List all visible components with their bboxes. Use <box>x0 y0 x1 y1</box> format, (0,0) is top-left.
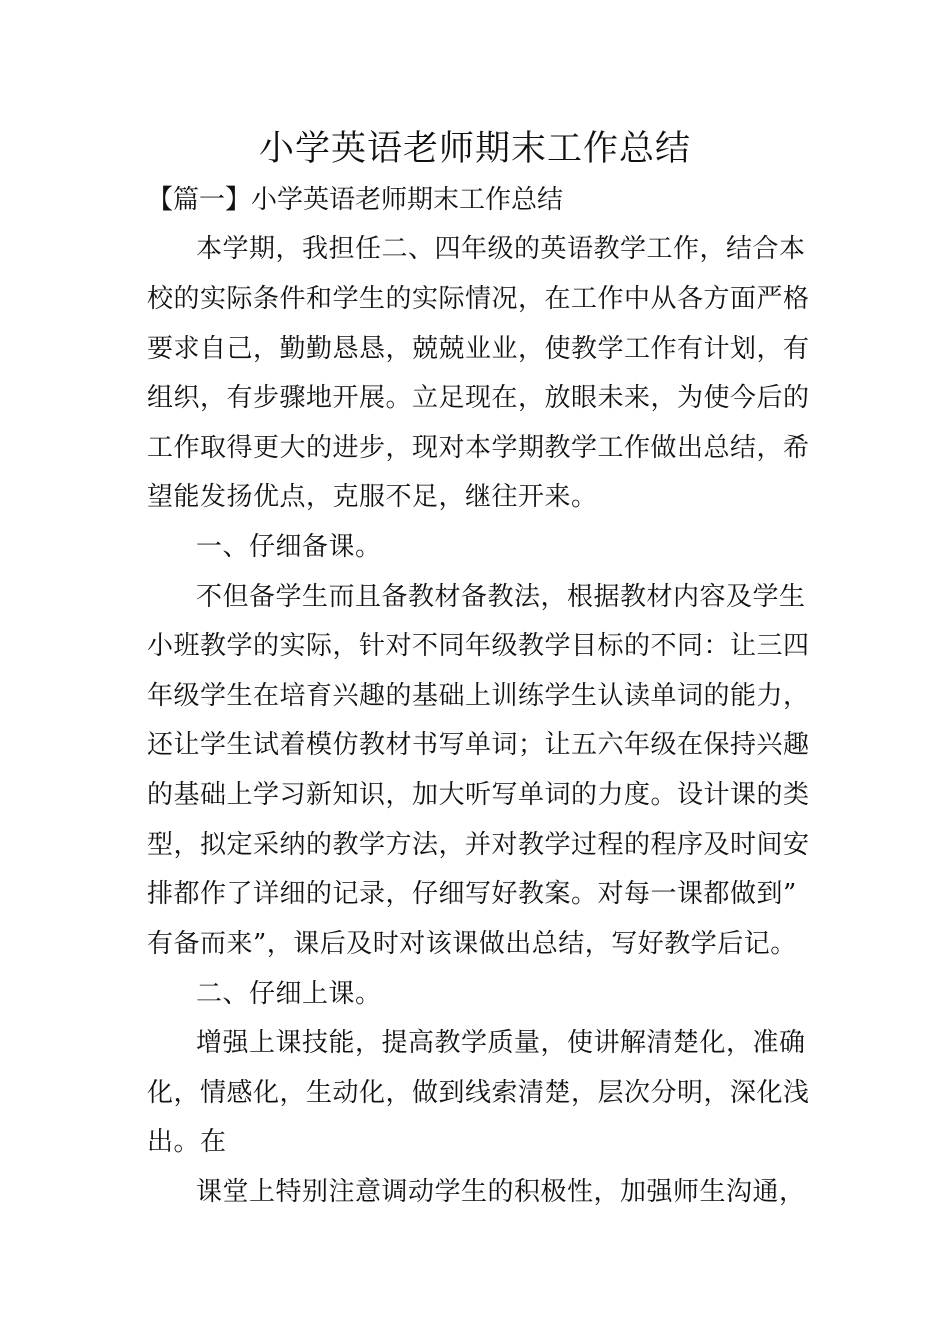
paragraph-line: 课堂上特别注意调动学生的积极性，加强师生沟通， <box>196 1177 806 1207</box>
paragraph-line: 校的实际条件和学生的实际情况，在工作中从各方面严格 <box>147 284 810 314</box>
paragraph-line: 的基础上学习新知识，加大听写单词的力度。设计课的类 <box>147 780 810 810</box>
paragraph-line: 化，情感化，生动化，做到线索清楚，层次分明，深化浅 <box>147 1078 810 1108</box>
paragraph-line: 增强上课技能，提高教学质量，使讲解清楚化，准确 <box>196 1028 806 1058</box>
paragraph-line: 排都作了详细的记录，仔细写好教案。对每一课都做到” <box>147 879 797 909</box>
document-subtitle: 【篇一】小学英语老师期末工作总结 <box>147 185 564 215</box>
paragraph-line: 组织，有步骤地开展。立足现在，放眼未来，为使今后的 <box>147 383 810 413</box>
paragraph-line: 望能发扬优点，克服不足，继往开来。 <box>147 482 598 512</box>
section-heading: 一、仔细备课。 <box>196 532 382 562</box>
paragraph-line: 出。在 <box>147 1127 227 1157</box>
document-title: 小学英语老师期末工作总结 <box>258 129 691 169</box>
section-heading: 二、仔细上课。 <box>196 979 382 1009</box>
paragraph-line: 小班教学的实际，针对不同年级教学目标的不同：让三四 <box>147 631 810 661</box>
paragraph-line: 要求自己，勤勤恳恳，兢兢业业，使教学工作有计划，有 <box>147 334 810 364</box>
paragraph-line: 本学期，我担任二、四年级的英语教学工作，结合本 <box>196 234 806 264</box>
paragraph-line: 工作取得更大的进步，现对本学期教学工作做出总结，希 <box>147 433 810 463</box>
paragraph-line: 型，拟定采纳的教学方法，并对教学过程的程序及时间安 <box>147 830 810 860</box>
paragraph-line: 不但备学生而且备教材备教法，根据教材内容及学生 <box>196 582 806 612</box>
paragraph-line: 年级学生在培育兴趣的基础上训练学生认读单词的能力， <box>147 681 810 711</box>
paragraph-line: 还让学生试着模仿教材书写单词；让五六年级在保持兴趣 <box>147 730 810 760</box>
paragraph-line: 有备而来”，课后及时对该课做出总结，写好教学后记。 <box>147 929 797 959</box>
